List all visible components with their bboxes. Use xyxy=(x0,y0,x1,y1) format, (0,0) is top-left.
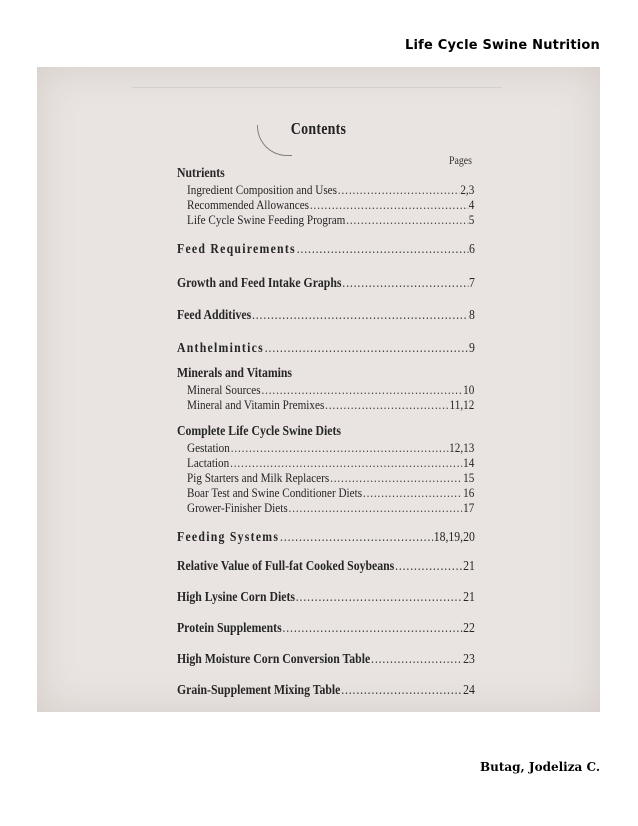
toc-item-page: 11,12 xyxy=(449,397,475,412)
toc-entry-label: Grain-Supplement Mixing Table xyxy=(177,683,341,698)
toc-entry-page: 22 xyxy=(463,621,475,636)
toc-entry-high-lysine xyxy=(177,589,475,606)
toc-item-label: Mineral Sources xyxy=(187,382,261,397)
toc-entry-page: 21 xyxy=(463,590,475,605)
toc-entry-label: High Lysine Corn Diets xyxy=(177,590,295,605)
toc-item-page: 4 xyxy=(468,197,475,212)
toc-entry-label: Feeding Systems xyxy=(177,530,280,545)
toc-entry-feed-additives xyxy=(177,307,475,324)
toc-item-label: Mineral and Vitamin Premixes xyxy=(187,397,325,412)
toc-section-title: Minerals and Vitamins xyxy=(177,366,293,381)
running-header: Life Cycle Swine Nutrition xyxy=(405,38,600,53)
toc-entry-page: 18,19,20 xyxy=(433,530,475,545)
toc-item-label: Ingredient Composition and Uses xyxy=(187,182,337,197)
contents-heading: Contents xyxy=(290,119,347,138)
toc-item xyxy=(187,212,475,227)
toc-section-title: Complete Life Cycle Swine Diets xyxy=(177,424,341,439)
scan-artifact xyxy=(132,87,502,88)
toc-item-label: Boar Test and Swine Conditioner Diets xyxy=(187,485,363,500)
toc-item xyxy=(187,470,475,485)
toc-item-label: Gestation xyxy=(187,440,230,455)
toc-entry-label: Anthelmintics xyxy=(177,341,264,356)
toc-item-page: 2,3 xyxy=(460,182,475,197)
toc-entry-feeding-systems xyxy=(177,529,475,546)
toc-item xyxy=(187,500,475,515)
scanned-page xyxy=(37,67,600,712)
toc-entry-page: 9 xyxy=(468,341,475,356)
toc-entry-page: 7 xyxy=(468,276,475,291)
toc-entry-label: Growth and Feed Intake Graphs xyxy=(177,276,342,291)
toc-item xyxy=(187,485,475,500)
toc-entry-label: Feed Additives xyxy=(177,308,252,323)
toc-item-page: 5 xyxy=(468,212,475,227)
toc-item-page: 17 xyxy=(463,500,475,515)
toc-entry-mixing-table xyxy=(177,682,475,699)
toc-entry-label: Protein Supplements xyxy=(177,621,282,636)
toc-item xyxy=(187,397,475,412)
toc-item xyxy=(187,440,475,455)
toc-entry-page: 21 xyxy=(463,559,475,574)
toc-entry-label: High Moisture Corn Conversion Table xyxy=(177,652,371,667)
toc-entry-page: 23 xyxy=(463,652,475,667)
toc-entry-page: 6 xyxy=(468,242,475,257)
toc-item-label: Recommended Allowances xyxy=(187,197,310,212)
toc-item xyxy=(187,197,475,212)
toc-section-minerals xyxy=(177,365,475,412)
toc-item-page: 14 xyxy=(463,455,475,470)
toc-entry-label: Feed Requirements xyxy=(177,242,296,257)
toc-item xyxy=(187,382,475,397)
author-name: Butag, Jodeliza C. xyxy=(479,760,600,774)
toc-entry-protein xyxy=(177,620,475,637)
toc-item-label: Grower-Finisher Diets xyxy=(187,500,288,515)
toc-section-diets xyxy=(177,423,475,515)
toc-item-page: 10 xyxy=(463,382,475,397)
toc-entry-moisture-corn xyxy=(177,651,475,668)
toc-entry-label: Relative Value of Full-fat Cooked Soybeans xyxy=(177,559,395,574)
toc-entry-page: 8 xyxy=(468,308,475,323)
toc-item-label: Pig Starters and Milk Replacers xyxy=(187,470,330,485)
toc-entry-page: 24 xyxy=(463,683,475,698)
toc-entry-anthelmintics xyxy=(177,340,475,357)
toc-item-page: 16 xyxy=(463,485,475,500)
pages-column-label: Pages xyxy=(449,153,472,167)
toc-item-label: Lactation xyxy=(187,455,230,470)
toc-item-label: Life Cycle Swine Feeding Program xyxy=(187,212,346,227)
toc-entry-soybeans xyxy=(177,558,475,575)
toc-entry-feed-requirements xyxy=(177,241,475,258)
toc-item-page: 12,13 xyxy=(449,440,475,455)
toc-item-page: 15 xyxy=(463,470,475,485)
toc-section-nutrients xyxy=(177,165,475,227)
toc-section-title: Nutrients xyxy=(177,166,225,181)
toc-item xyxy=(187,182,475,197)
toc-entry-growth-graphs xyxy=(177,275,475,292)
toc-item xyxy=(187,455,475,470)
